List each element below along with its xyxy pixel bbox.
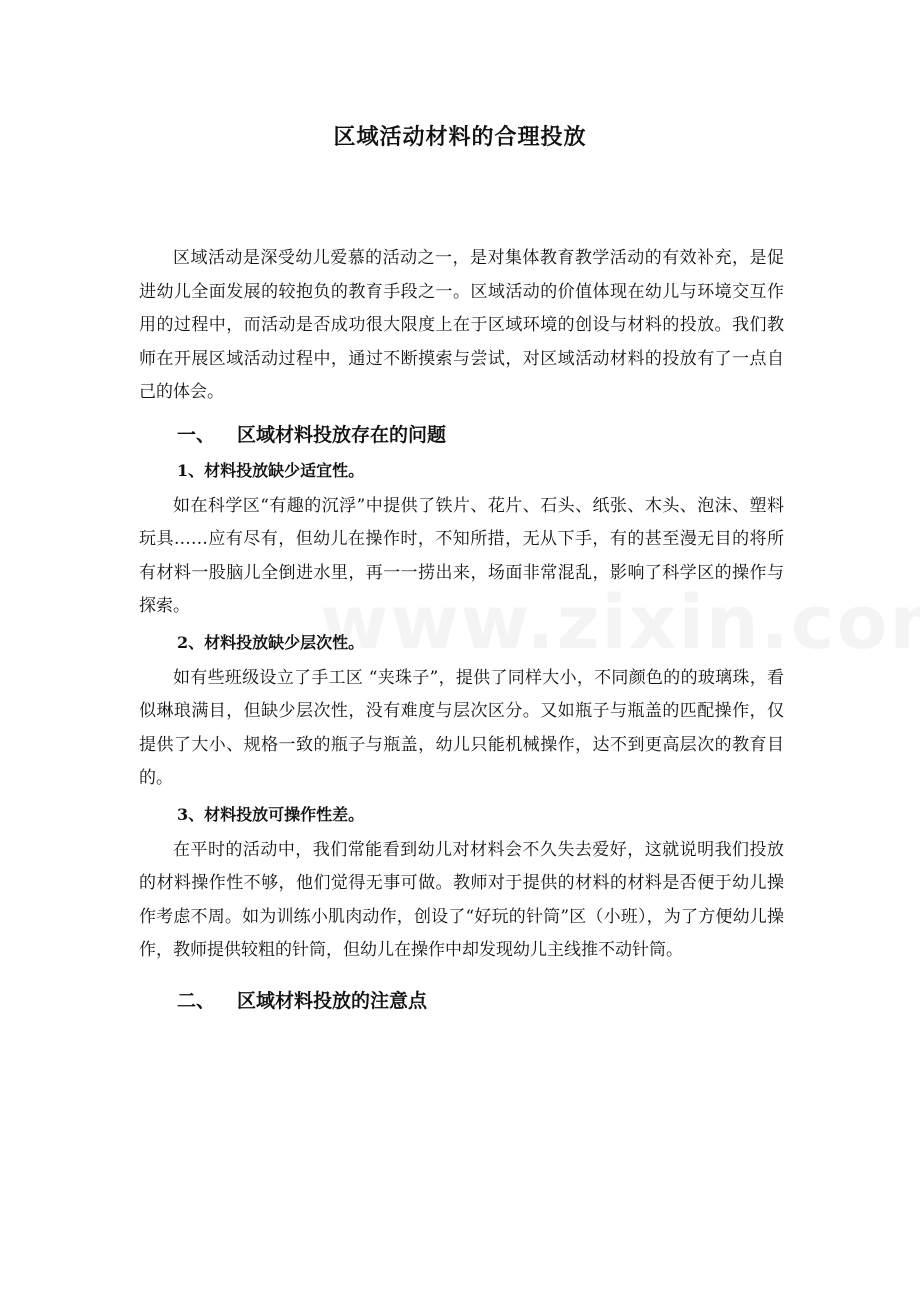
section-1-title: 区域材料投放存在的问题 bbox=[237, 423, 447, 446]
subsection-1-heading: 1、材料投放缺少适宜性。 bbox=[177, 460, 365, 480]
section-1-heading bbox=[139, 420, 784, 450]
document-title: 区域活动材料的合理投放 bbox=[333, 124, 587, 150]
section-2-heading bbox=[139, 986, 784, 1016]
document-body bbox=[139, 242, 784, 1022]
subsection-2-paragraph: 如有些班级设立了手工区 “夹珠子”，提供了同样大小，不同颜色的的玻璃珠，看似琳琅满目，但缺少层次性，没有难度与层次区分。又如瓶子与瓶盖的匹配操作，仅提供了大小、规格一致的瓶子与瓶盖，幼儿只能机械操作，达不到更高层次的教育目的。 bbox=[139, 667, 784, 788]
section-1-number: 一、 bbox=[177, 423, 216, 446]
subsection-3-heading: 3、材料投放可操作性差。 bbox=[177, 804, 365, 824]
section-2-number: 二、 bbox=[177, 989, 216, 1012]
intro-paragraph: 区域活动是深受幼儿爱慕的活动之一，是对集体教育教学活动的有效补充，是促进幼儿全面发展的较抱负的教育手段之一。区域活动的价值体现在幼儿与环境交互作用的过程中，而活动是否成功很大限度上在于区域环境的创设与材料的投放。我们教师在开展区域活动过程中，通过不断摸索与尝试，对区域活动材料的投放有了一点自己的体会。 bbox=[139, 248, 784, 402]
subsection-1-paragraph: 如在科学区“有趣的沉浮”中提供了铁片、花片、石头、纸张、木头、泡沫、塑料玩具……应有尽有，但幼儿在操作时，不知所措，无从下手，有的甚至漫无目的将所有材料一股脑儿全倒进水里，再一一捞出来，场面非常混乱，影响了科学区的操作与探索。 bbox=[139, 495, 784, 616]
subsection-2-heading: 2、材料投放缺少层次性。 bbox=[177, 632, 365, 652]
section-2-title: 区域材料投放的注意点 bbox=[237, 989, 428, 1012]
subsection-3-paragraph: 在平时的活动中，我们常能看到幼儿对材料会不久失去爱好，这就说明我们投放的材料操作性不够，他们觉得无事可做。教师对于提供的材料的材料是否便于幼儿操作考虑不周。如为训练小肌肉动作，创设了“好玩的针筒”区（小班），为了方便幼儿操作，教师提供较粗的针筒，但幼儿在操作中却发现幼儿主线推不动针筒。 bbox=[139, 839, 784, 960]
